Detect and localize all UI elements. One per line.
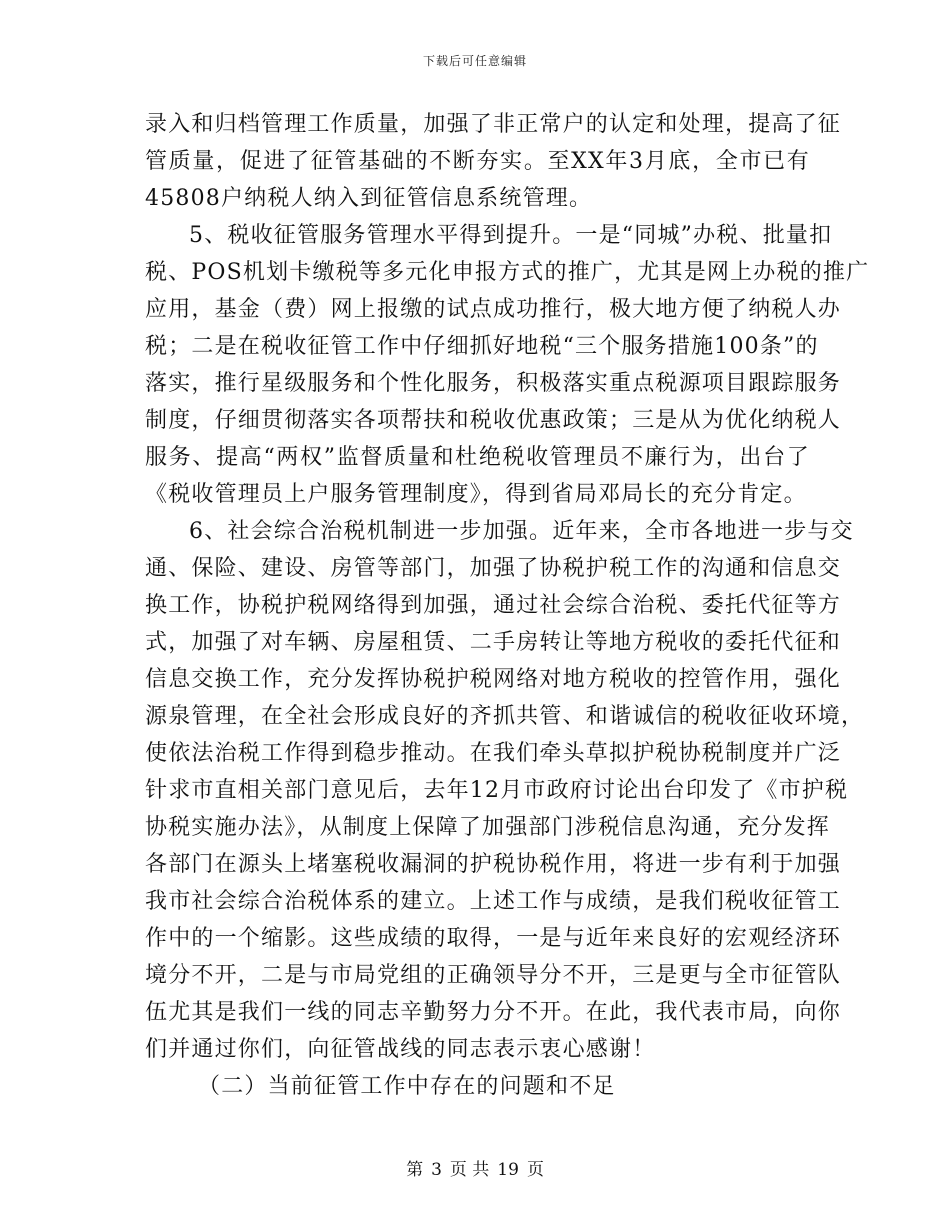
- body-line: 应用，基金（费）网上报缴的试点成功推行，极大地方便了纳税人办: [145, 297, 842, 322]
- body-line: 针求市直相关部门意见后，去年12月市政府讨论出台印发了《市护税: [145, 778, 849, 803]
- page-label-mid: 页 共: [449, 1160, 490, 1180]
- body-line: 落实，推行星级服务和个性化服务，积极落实重点税源项目跟踪服务: [145, 371, 842, 396]
- page-footer: [0, 1155, 950, 1180]
- page-label-prefix: 第: [406, 1160, 424, 1180]
- page-header-note: 下载后可任意编辑: [422, 54, 527, 68]
- body-line: 作中的一个缩影。这些成绩的取得，一是与近年来良好的宏观经济环: [145, 926, 842, 951]
- body-line: 服务、提高“两权”监督质量和杜绝税收管理员不廉行为，出台了: [145, 445, 810, 470]
- body-line: 信息交换工作，充分发挥协税护税网络对地方税收的控管作用，强化: [145, 667, 842, 692]
- body-line: 税；二是在税收征管工作中仔细抓好地税“三个服务措施100条”的: [145, 334, 819, 359]
- body-line: 协税实施办法》，从制度上保障了加强部门涉税信息沟通，充分发挥: [145, 815, 831, 840]
- document-body: [145, 106, 870, 1105]
- page-number: 3: [431, 1160, 442, 1180]
- total-pages: 19: [497, 1160, 519, 1180]
- page-label-suffix: 页: [526, 1160, 544, 1180]
- body-line: 《税收管理员上户服务管理制度》，得到省局邓局长的充分肯定。: [145, 482, 807, 507]
- body-line: 管质量，促进了征管基础的不断夯实。至XX年3月底，全市已有: [145, 149, 810, 174]
- body-line: 伍尤其是我们一线的同志辛勤努力分不开。在此，我代表市局，向你: [145, 1000, 842, 1025]
- paragraph-5-start: 5、税收征管服务管理水平得到提升。一是“同城”办税、批量扣: [189, 223, 833, 248]
- body-line: 录入和归档管理工作质量，加强了非正常户的认定和处理，提高了征: [145, 112, 842, 137]
- body-line: 境分不开，二是与市局党组的正确领导分不开，三是更与全市征管队: [145, 963, 842, 988]
- body-line: 式，加强了对车辆、房屋租赁、二手房转让等地方税收的委托代征和: [145, 630, 842, 655]
- body-line: 通、保险、建设、房管等部门，加强了协税护税工作的沟通和信息交: [145, 556, 842, 581]
- body-line: 各部门在源头上堵塞税收漏洞的护税协税作用，将进一步有利于加强: [145, 852, 842, 877]
- body-line: 换工作，协税护税网络得到加强，通过社会综合治税、委托代征等方: [145, 593, 842, 618]
- body-line: 使依法治税工作得到稳步推动。在我们牵头草拟护税协税制度并广泛: [145, 741, 842, 766]
- body-line: 制度，仔细贯彻落实各项帮扶和税收优惠政策；三是从为优化纳税人: [145, 408, 842, 433]
- paragraph-6-start: 6、社会综合治税机制进一步加强。近年来，全市各地进一步与交: [189, 519, 854, 544]
- body-line: 源泉管理，在全社会形成良好的齐抓共管、和谐诚信的税收征收环境，: [145, 704, 865, 729]
- section-heading: （二）当前征管工作中存在的问题和不足: [198, 1074, 616, 1099]
- body-line: 45808户纳税人纳入到征管信息系统管理。: [145, 186, 593, 211]
- body-line: 们并通过你们，向征管战线的同志表示衷心感谢！: [145, 1037, 656, 1062]
- body-line: 税、POS机划卡缴税等多元化申报方式的推广，尤其是网上办税的推广: [145, 260, 870, 285]
- body-line: 我市社会综合治税体系的建立。上述工作与成绩，是我们税收征管工: [145, 889, 842, 914]
